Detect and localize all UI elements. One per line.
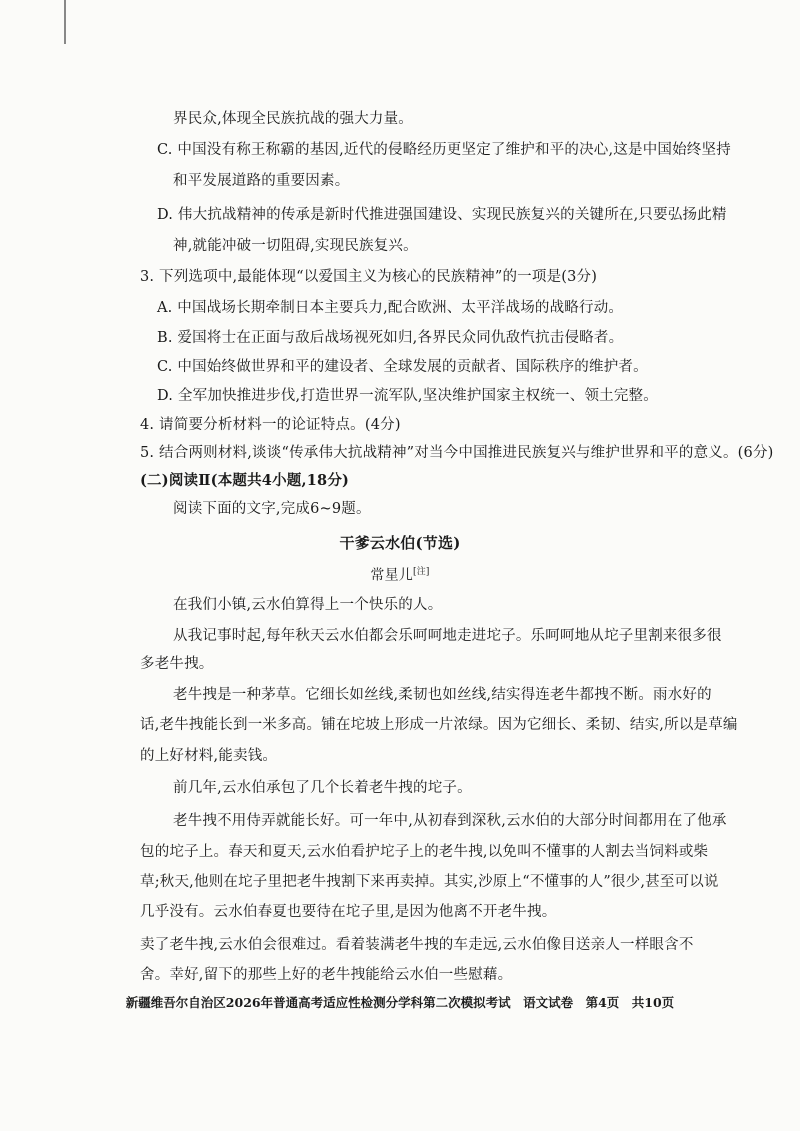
question-3-option-d: D. 全军加快推进步伐,打造世界一流军队,坚决维护国家主权统一、领土完整。: [157, 388, 658, 404]
question-5: 5. 结合两则材料,谈谈“传承伟大抗战精神”对当今中国推进民族复兴与维护世界和平的意义。(6分): [140, 445, 774, 461]
paragraph-3-line-2: 话,老牛拽能长到一米多高。铺在坨坡上形成一片浓绿。因为它细长、柔韧、结实,所以是草编: [140, 717, 738, 733]
binding-margin-line: [64, 0, 66, 44]
question-3-option-a: A. 中国战场长期牵制日本主要兵力,配合欧洲、太平洋战场的战略行动。: [157, 300, 624, 316]
option-b-continuation: 界民众,体现全民族抗战的强大力量。: [173, 111, 414, 127]
section-2-instruction: 阅读下面的文字,完成6~9题。: [173, 501, 371, 517]
paragraph-2-line-1: 从我记事时起,每年秋天云水伯都会乐呵呵地走进坨子。乐呵呵地从坨子里割来很多很: [173, 628, 722, 644]
author-name: 常星儿: [370, 567, 413, 584]
option-c-line-2: 和平发展道路的重要因素。: [173, 173, 350, 189]
article-author: [0, 563, 800, 585]
option-c-line-1: C. 中国没有称王称霸的基因,近代的侵略经历更坚定了维护和平的决心,这是中国始终坚持: [157, 142, 731, 158]
paragraph-6-line-1: 卖了老牛拽,云水伯会很难过。看着装满老牛拽的车走远,云水伯像目送亲人一样眼含不: [140, 937, 694, 953]
section-2-heading: (二)阅读Ⅱ(本题共4小题,18分): [140, 472, 350, 489]
paragraph-1: 在我们小镇,云水伯算得上一个快乐的人。: [173, 597, 443, 613]
article-title: 干爹云水伯(节选): [339, 534, 461, 552]
question-4: 4. 请简要分析材料一的论证特点。(4分): [140, 417, 401, 433]
question-3-option-c: C. 中国始终做世界和平的建设者、全球发展的贡献者、国际秩序的维护者。: [157, 359, 648, 375]
paragraph-4: 前几年,云水伯承包了几个长着老牛拽的坨子。: [173, 780, 472, 796]
option-d-line-2: 神,就能冲破一切阻碍,实现民族复兴。: [173, 238, 418, 254]
paragraph-5-line-2: 包的坨子上。春天和夏天,云水伯看护坨子上的老牛拽,以免叫不懂事的人割去当饲料或柴: [140, 844, 709, 860]
paragraph-5-line-1: 老牛拽不用侍弄就能长好。可一年中,从初春到深秋,云水伯的大部分时间都用在了他承: [173, 813, 727, 829]
question-3-option-b: B. 爱国将士在正面与敌后战场视死如归,各界民众同仇敌忾抗击侵略者。: [157, 330, 624, 346]
paragraph-5-line-4: 几乎没有。云水伯春夏也要待在坨子里,是因为他离不开老牛拽。: [140, 904, 557, 920]
author-note-marker: [注]: [412, 567, 430, 577]
page-footer: 新疆维吾尔自治区2026年普通高考适应性检测分学科第二次模拟考试 语文试卷 第4页 共10页: [125, 995, 675, 1010]
paragraph-3-line-3: 的上好材料,能卖钱。: [140, 748, 278, 764]
option-d-line-1: D. 伟大抗战精神的传承是新时代推进强国建设、实现民族复兴的关键所在,只要弘扬此精: [157, 207, 727, 223]
paragraph-6-line-2: 舍。幸好,留下的那些上好的老牛拽能给云水伯一些慰藉。: [140, 967, 513, 983]
question-3-stem: 3. 下列选项中,最能体现“以爱国主义为核心的民族精神”的一项是(3分): [140, 269, 598, 285]
paragraph-5-line-3: 草;秋天,他则在坨子里把老牛拽割下来再卖掉。其实,沙原上“不懂事的人”很少,甚至可以说: [140, 874, 719, 890]
paragraph-2-line-2: 多老牛拽。: [140, 656, 214, 672]
paragraph-3-line-1: 老牛拽是一种茅草。它细长如丝线,柔韧也如丝线,结实得连老牛都拽不断。雨水好的: [173, 687, 712, 703]
